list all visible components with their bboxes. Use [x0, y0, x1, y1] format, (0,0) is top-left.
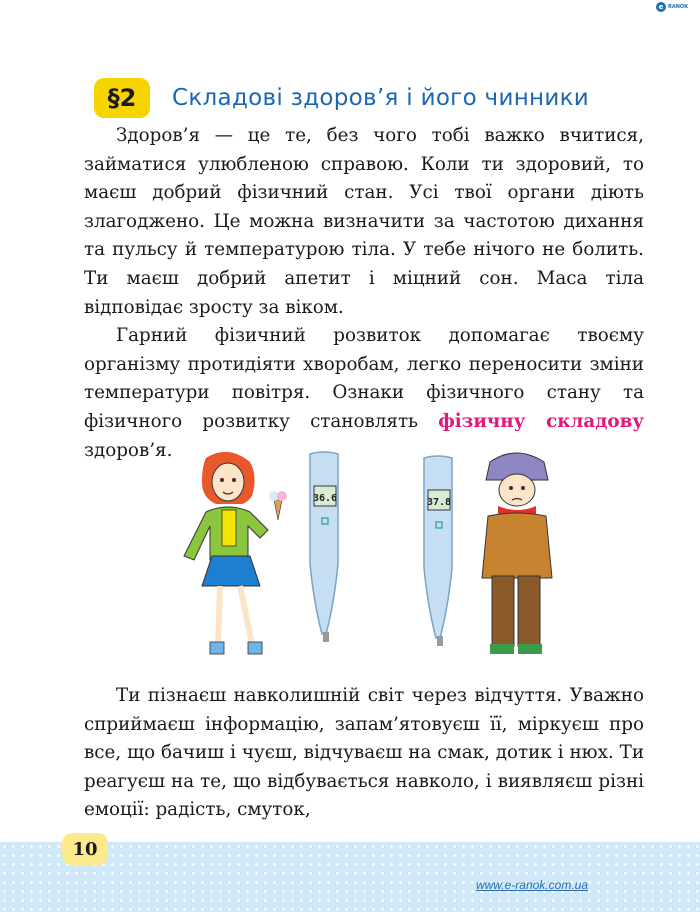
- paragraph-3: Ти пізнаєш навколишній світ через відчуття. Уважно сприймаєш інформацію, запам’ятовуєш її, міркуєш про все, що бачиш і чуєш, відчуваєш на смак, дотик і нюх. Ти реагуєш на те, що відбувається навколо, і виявляєш різні емоції: радість, смуток,: [84, 685, 644, 821]
- highlight-term: фізичну складову: [438, 410, 644, 432]
- paragraph-2: Гарний фізичний розвиток допомагає твоєму організму протидіяти хворобам, легко переносити зміни температури повітря. Ознаки фізичного стану та фізичного розвитку становлять фізичну складову здоров’я.: [84, 325, 644, 461]
- thermometer-fever: [424, 456, 452, 646]
- thermometer-normal: [310, 452, 338, 642]
- page-number: 10: [62, 833, 108, 865]
- paragraph-1: Здоров’я — це те, без чого тобі важко вчитися, займатися улюбленою справою. Коли ти здоровий, то маєш добрий фізичний стан. Усі твої органи діють злагоджено. Це можна визначити за частотою дихання та пульсу й температурою тіла. У тебе нічого не болить. Ти маєш добрий апетит і міцний сон. Маса тіла відповідає зросту за віком.: [84, 125, 644, 318]
- eranok-logo-icon: e: [656, 2, 666, 12]
- girl-with-ice-cream-figure: [184, 452, 287, 654]
- publisher-link[interactable]: www.e-ranok.com.ua: [475, 878, 588, 892]
- thermometer-left-reading: 36.6: [312, 493, 338, 504]
- section-heading: [94, 78, 589, 118]
- thermometer-right-reading: 37.8: [426, 497, 452, 508]
- body-text-top: [84, 122, 644, 465]
- publisher-logo: e RANOK: [656, 0, 692, 14]
- section-number-badge: §2: [94, 78, 150, 118]
- section-title: Складові здоров’я і його чинники: [172, 85, 590, 111]
- health-illustration: [170, 448, 570, 668]
- body-text-bottom: [84, 682, 644, 825]
- sick-boy-figure: [482, 453, 552, 654]
